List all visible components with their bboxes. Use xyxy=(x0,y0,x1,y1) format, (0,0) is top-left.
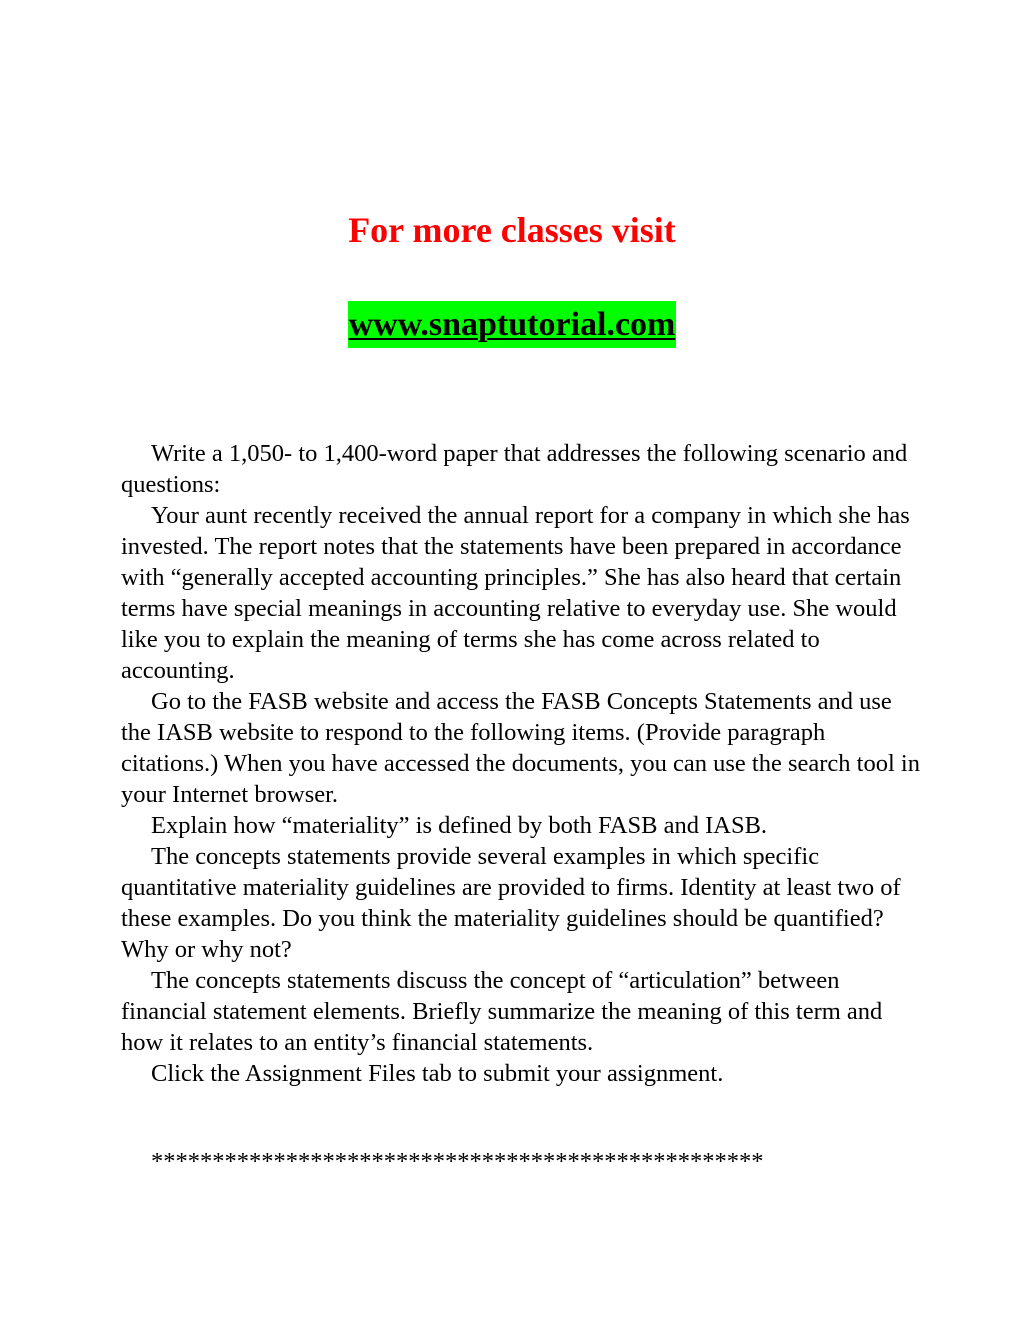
paragraph-submit: Click the Assignment Files tab to submit your assignment. xyxy=(151,1060,724,1087)
snaptutorial-link[interactable]: www.snaptutorial.com xyxy=(348,301,677,348)
assignment-text xyxy=(121,438,921,1089)
paragraph-articulation: The concepts statements discuss the concept of “articulation” between financial statement elements. Briefly summarize the meaning of this term and how it relates to an entity’s financial statements. xyxy=(121,967,883,1056)
separator-line: ************************************************** xyxy=(151,1148,764,1175)
page-title: For more classes visit xyxy=(348,210,676,250)
paragraph-intro: Write a 1,050- to 1,400-word paper that addresses the following scenario and questions: xyxy=(121,440,908,498)
paragraph-scenario: Your aunt recently received the annual report for a company in which she has invested. The report notes that the statements have been prepared in accordance with “generally accepted accounting principles.” She has also heard that certain terms have special meanings in accounting relative to everyday use. She would like you to explain the meaning of terms she has come across related to accounting. xyxy=(121,502,910,684)
paragraph-quantitative-guidelines: The concepts statements provide several examples in which specific quantitative materiality guidelines are provided to firms. Identity at least two of these examples. Do you think the materiality guidelines should be quantified? Why or why not? xyxy=(121,843,901,963)
paragraph-instructions: Go to the FASB website and access the FASB Concepts Statements and use the IASB website to respond to the following items. (Provide paragraph citations.) When you have accessed the documents, you can use the search tool in your Internet browser. xyxy=(121,688,920,808)
link-container xyxy=(0,301,1024,348)
paragraph-materiality: Explain how “materiality” is defined by both FASB and IASB. xyxy=(151,812,768,839)
